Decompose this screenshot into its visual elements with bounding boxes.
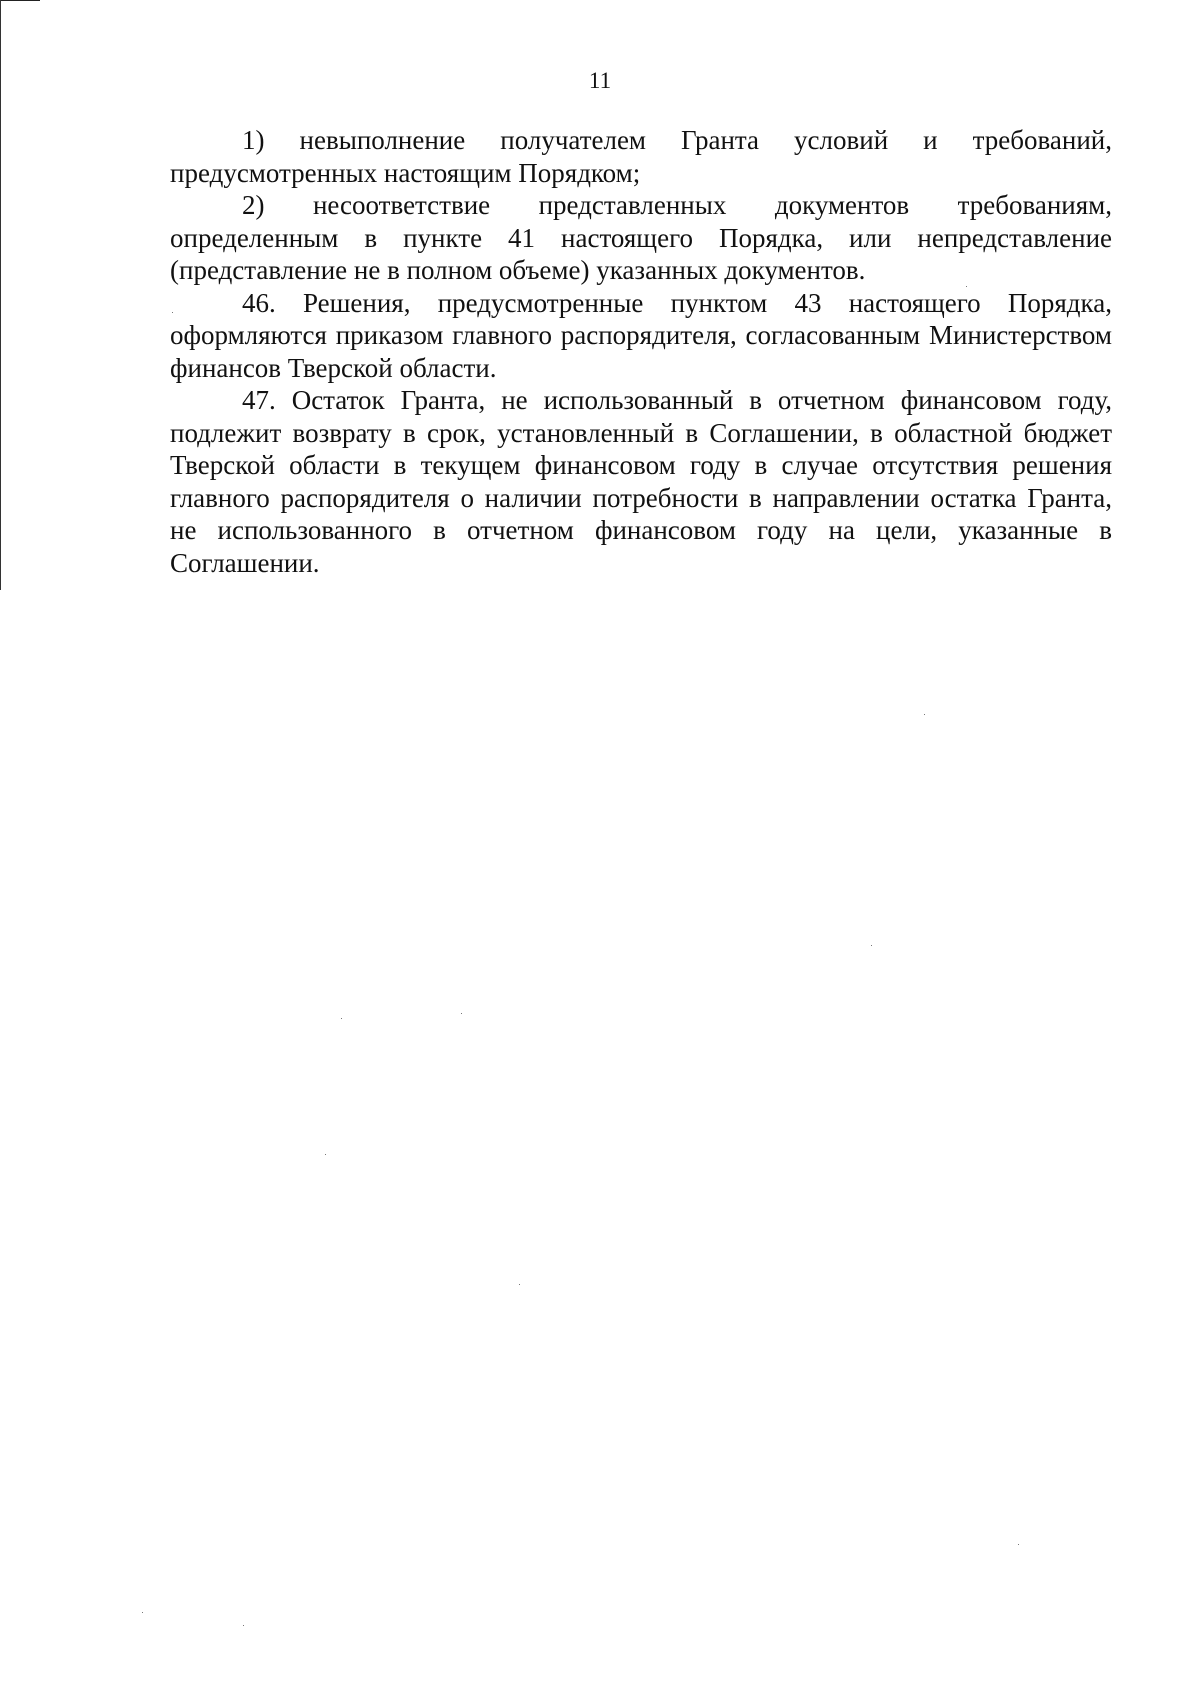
scan-edge-top-mark (0, 0, 40, 1)
scan-speck (871, 945, 872, 946)
scan-speck (341, 1018, 342, 1019)
scan-speck (172, 312, 173, 313)
scan-speck (966, 286, 967, 287)
scan-speck (243, 1625, 244, 1626)
scan-speck (1018, 1544, 1019, 1545)
scan-speck (519, 1284, 520, 1285)
paragraph-47: 47. Остаток Гранта, не использованный в отчетном финансовом году, подлежит возврату в срок, установленный в Соглашении, в областной бюджет Тверской области в текущем финансовом году в случае отсутствия решения главного распорядителя о наличии потребности в направлении остатка Гранта, не использованного в отчетном финансовом году на цели, указанные в Соглашении. (170, 385, 1112, 578)
scan-speck (142, 1612, 143, 1613)
document-body (170, 124, 1112, 579)
scan-speck (924, 714, 925, 715)
paragraph-46: 46. Решения, предусмотренные пунктом 43 настоящего Порядка, оформляются приказом главного распорядителя, согласованным Министерством финансов Тверской области. (170, 287, 1112, 383)
scan-speck (325, 1154, 326, 1155)
paragraph-item-2: 2) несоответствие представленных документов требованиям, определенным в пункте 41 настоящего Порядка, или непредставление (представление не в полном объеме) указанных документов. (170, 190, 1112, 285)
paragraph-item-1: 1) невыполнение получателем Гранта условий и требований, предусмотренных настоящим Порядком; (170, 125, 1112, 188)
page-number: 11 (588, 68, 612, 93)
scan-speck (461, 1013, 462, 1014)
